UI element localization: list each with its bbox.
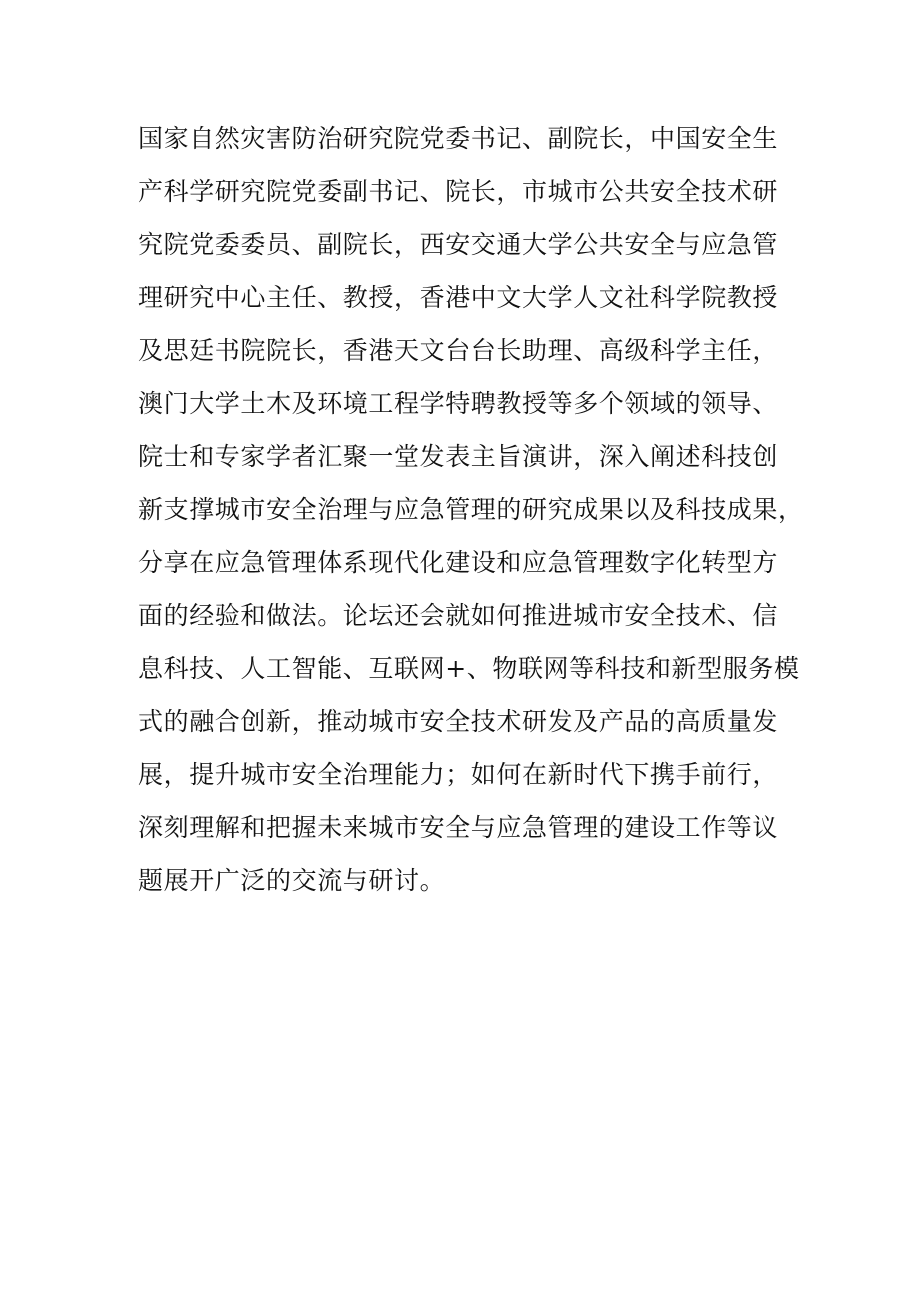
body-paragraph bbox=[138, 112, 808, 907]
text-line-15: 题展开广泛的交流与研讨。 bbox=[138, 866, 446, 895]
text-line-4: 理研究中心主任、教授，香港中文大学人文社科学院教授 bbox=[138, 283, 779, 312]
text-line-2: 产科学研究院党委副书记、院长，市城市公共安全技术研 bbox=[138, 177, 779, 206]
text-line-3: 究院党委委员、副院长，西安交通大学公共安全与应急管 bbox=[138, 230, 779, 259]
text-line-7: 院士和专家学者汇聚一堂发表主旨演讲，深入阐述科技创 bbox=[138, 442, 779, 471]
text-line-14: 深刻理解和把握未来城市安全与应急管理的建设工作等议 bbox=[138, 813, 779, 842]
text-line-8: 新支撑城市安全治理与应急管理的研究成果以及科技成果， bbox=[138, 495, 804, 524]
text-line-1: 国家自然灾害防治研究院党委书记、副院长，中国安全生 bbox=[138, 124, 779, 153]
text-line-6: 澳门大学土木及环境工程学特聘教授等多个领域的领导、 bbox=[138, 389, 779, 418]
text-line-13: 展，提升城市安全治理能力；如何在新时代下携手前行， bbox=[138, 760, 779, 789]
text-line-12: 式的融合创新，推动城市安全技术研发及产品的高质量发 bbox=[138, 707, 779, 736]
text-line-10: 面的经验和做法。论坛还会就如何推进城市安全技术、信 bbox=[138, 601, 779, 630]
text-line-5: 及思廷书院院长，香港天文台台长助理、高级科学主任， bbox=[138, 336, 779, 365]
text-line-11: 息科技、人工智能、互联网+、物联网等科技和新型服务模 bbox=[138, 654, 800, 683]
text-line-9: 分享在应急管理体系现代化建设和应急管理数字化转型方 bbox=[138, 548, 779, 577]
